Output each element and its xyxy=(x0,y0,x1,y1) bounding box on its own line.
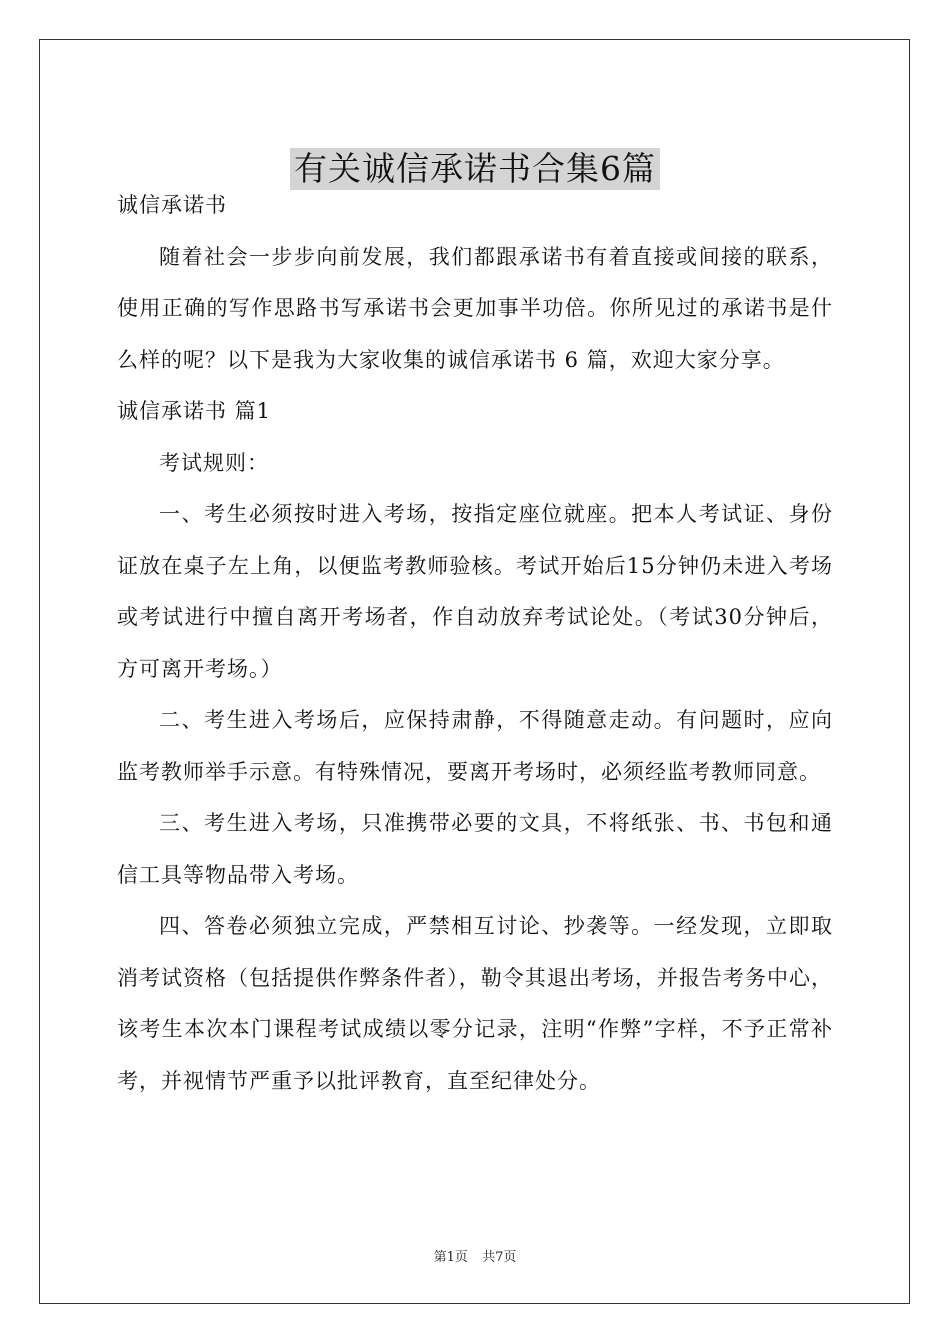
rule-paragraph-3: 三、考生进入考场，只准携带必要的文具，不将纸张、书、书包和通信工具等物品带入考场。 xyxy=(117,811,833,887)
page-number: 第1页 xyxy=(433,1250,468,1265)
document-title: 有关诚信承诺书合集6篇 xyxy=(290,148,660,190)
rule-paragraph-4: 四、答卷必须独立完成，严禁相互讨论、抄袭等。一经发现，立即取消考试资格（包括提供作弊条件者），勒令其退出考场，并报告考务中心，该考生本次本门课程考试成绩以零分记录，注明“作弊”字样，不予正常补考，并视情节严重予以批评教育，直至纪律处分。 xyxy=(117,914,833,1093)
intro-paragraph: 随着社会一步步向前发展，我们都跟承诺书有着直接或间接的联系，使用正确的写作思路书写承诺书会更加事半功倍。你所见过的承诺书是什么样的呢？以下是我为大家收集的诚信承诺书 6 篇，欢迎大家分享。 xyxy=(117,244,833,372)
document-body xyxy=(117,180,833,1107)
rule-paragraph-1: 一、考生必须按时进入考场，按指定座位就座。把本人考试证、身份证放在桌子左上角，以便监考教师验核。考试开始后15分钟仍未进入考场或考试进行中擅自离开考场者，作自动放弃考试论处。（考试30分钟后，方可离开考场。） xyxy=(117,502,833,681)
page-footer xyxy=(0,1246,950,1265)
section-heading-part1: 诚信承诺书 篇1 xyxy=(117,399,272,423)
page-total: 共7页 xyxy=(482,1250,517,1265)
rules-heading: 考试规则： xyxy=(159,450,269,475)
rule-paragraph-2: 二、考生进入考场后，应保持肃静，不得随意走动。有问题时，应向监考教师举手示意。有特殊情况，要离开考场时，必须经监考教师同意。 xyxy=(117,708,833,784)
section-heading: 诚信承诺书 xyxy=(117,193,227,217)
